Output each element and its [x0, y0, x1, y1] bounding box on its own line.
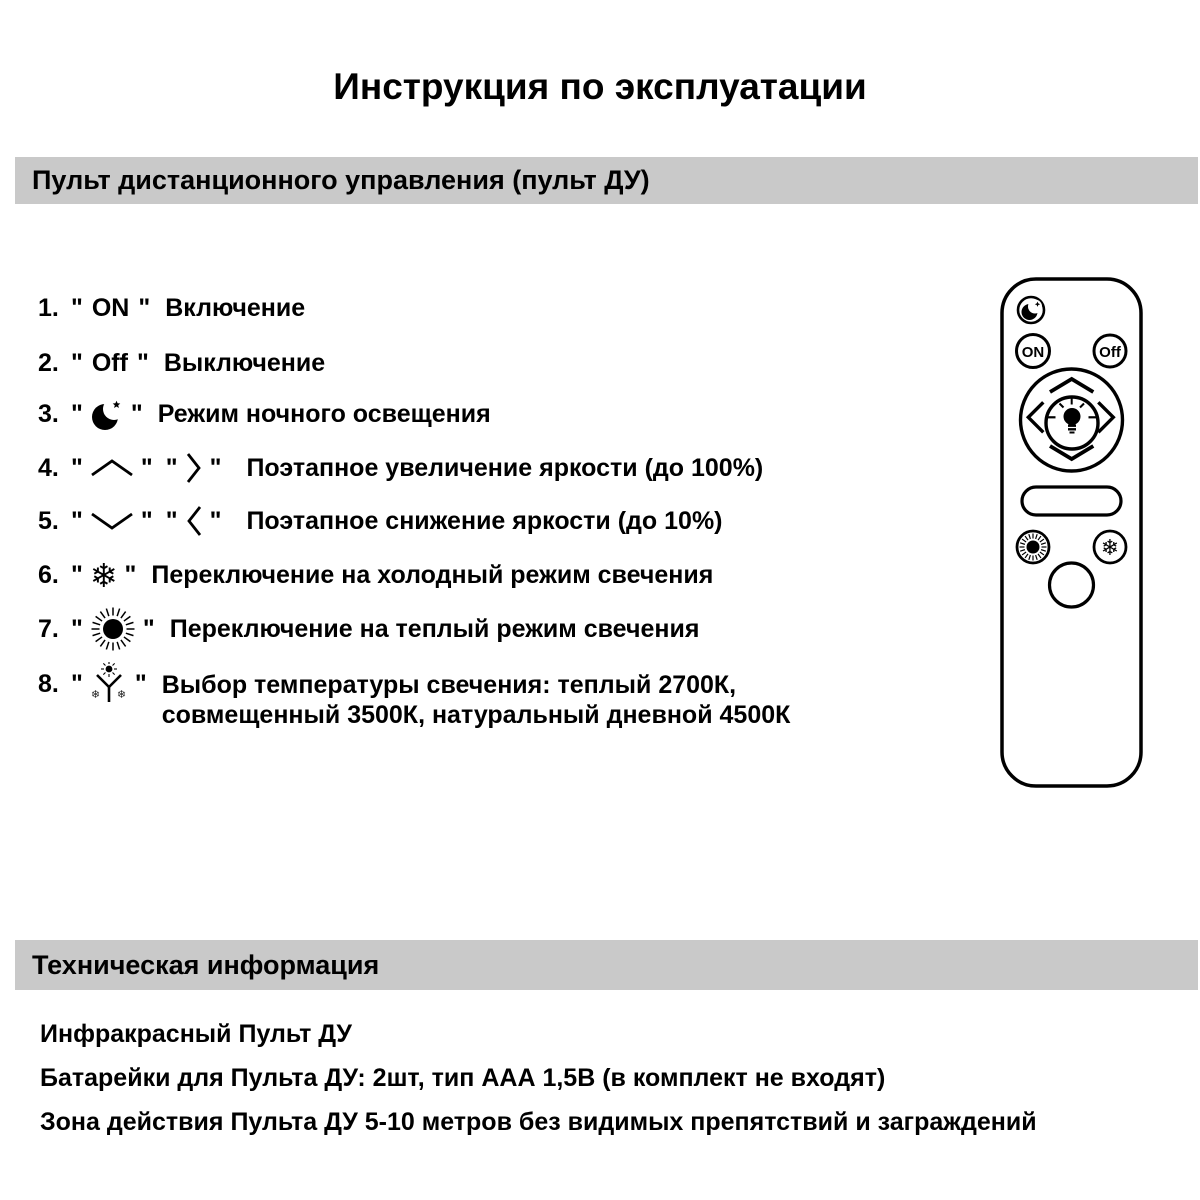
item-description: Выключение: [163, 348, 326, 377]
list-item-on: [38, 288, 305, 328]
item-number: 6.: [38, 560, 59, 589]
item-description-line1: Выбор температуры свечения: теплый 2700К,: [161, 671, 737, 699]
item-number: 8.: [38, 670, 59, 698]
item-number: 5.: [38, 506, 59, 535]
page-title: Инструкция по эксплуатации: [333, 66, 867, 107]
sun-icon: [1027, 541, 1040, 554]
off-token: Off: [91, 348, 128, 377]
item-description: Включение: [165, 293, 306, 322]
section-heading-tech: [15, 940, 1198, 990]
item-description: Режим ночного освещения: [157, 399, 491, 428]
quote-mark: ": [71, 453, 83, 482]
warm-mode-button: [1017, 531, 1049, 563]
mini-snowflake-icon: ❄: [90, 688, 100, 701]
quote-mark: ": [138, 293, 151, 322]
quote-mark: ": [140, 506, 153, 535]
quote-mark: ": [71, 670, 83, 698]
item-description: Переключение на холодный режим свечения: [151, 560, 714, 589]
list-item-off: [38, 343, 325, 383]
quote-mark: ": [71, 506, 83, 535]
list-item-night-mode: [38, 394, 491, 434]
item-description-line2: совмещенный 3500К, натуральный дневной 4500К: [161, 701, 791, 729]
chevron-down-icon: [90, 512, 134, 530]
chevron-up-icon: [90, 459, 134, 477]
item-number: 2.: [38, 348, 59, 377]
tech-info-line: Зона действия Пульта ДУ 5-10 метров без видимых препятствий и заграждений: [40, 1108, 1037, 1136]
item-number: 1.: [38, 293, 59, 322]
chevron-right-icon: [185, 452, 203, 484]
item-number: 3.: [38, 399, 59, 428]
section-heading-remote-label: Пульт дистанционного управления (пульт ДУ): [32, 165, 650, 195]
temperature-select-icon: [90, 662, 128, 704]
quote-mark: ": [134, 670, 147, 698]
section-heading-remote: [15, 157, 1198, 204]
quote-mark: ": [71, 560, 83, 589]
on-token: ON: [91, 293, 130, 322]
item-description: Поэтапное увеличение яркости (до 100%): [246, 453, 764, 482]
on-button-label: ON: [1021, 344, 1045, 361]
list-item-cold-mode: [38, 555, 713, 595]
night-mode-button: [1018, 297, 1044, 323]
item-description: Поэтапное снижение яркости (до 10%): [246, 506, 723, 535]
snowflake-icon: ❄: [89, 555, 118, 595]
quote-mark: ": [71, 293, 83, 322]
list-item-brightness-down: [38, 501, 723, 541]
list-item-temperature-select: [38, 662, 790, 746]
quote-mark: ": [209, 506, 222, 535]
quote-mark: ": [136, 348, 149, 377]
tech-info-line: Батарейки для Пульта ДУ: 2шт, тип ААА 1,5В (в комплект не входят): [40, 1064, 886, 1092]
section-heading-tech-label: Техническая информация: [32, 949, 380, 980]
quote-mark: ": [130, 399, 143, 428]
quote-mark: ": [71, 614, 83, 643]
item-description: [162, 670, 791, 730]
quote-mark: ": [165, 453, 178, 482]
moon-icon: [90, 396, 124, 432]
sun-icon: [90, 606, 136, 652]
quote-mark: ": [124, 560, 137, 589]
quote-mark: ": [142, 614, 155, 643]
tech-info-line: Инфракрасный Пульт ДУ: [40, 1020, 352, 1048]
quote-mark: ": [165, 506, 178, 535]
off-button-label: Off: [1099, 344, 1121, 361]
quote-mark: ": [209, 453, 222, 482]
mini-snowflake-icon: ❄: [116, 688, 126, 701]
item-number: 4.: [38, 453, 59, 482]
item-description: Переключение на теплый режим свечения: [169, 614, 700, 643]
remote-control-illustration: [1000, 277, 1143, 788]
list-item-warm-mode: [38, 606, 699, 652]
quote-mark: ": [71, 399, 83, 428]
list-item-brightness-up: [38, 448, 763, 488]
chevron-left-icon: [185, 505, 203, 537]
quote-mark: ": [71, 348, 83, 377]
snowflake-icon: ❄: [1100, 536, 1120, 561]
quote-mark: ": [140, 453, 153, 482]
item-number: 7.: [38, 614, 59, 643]
